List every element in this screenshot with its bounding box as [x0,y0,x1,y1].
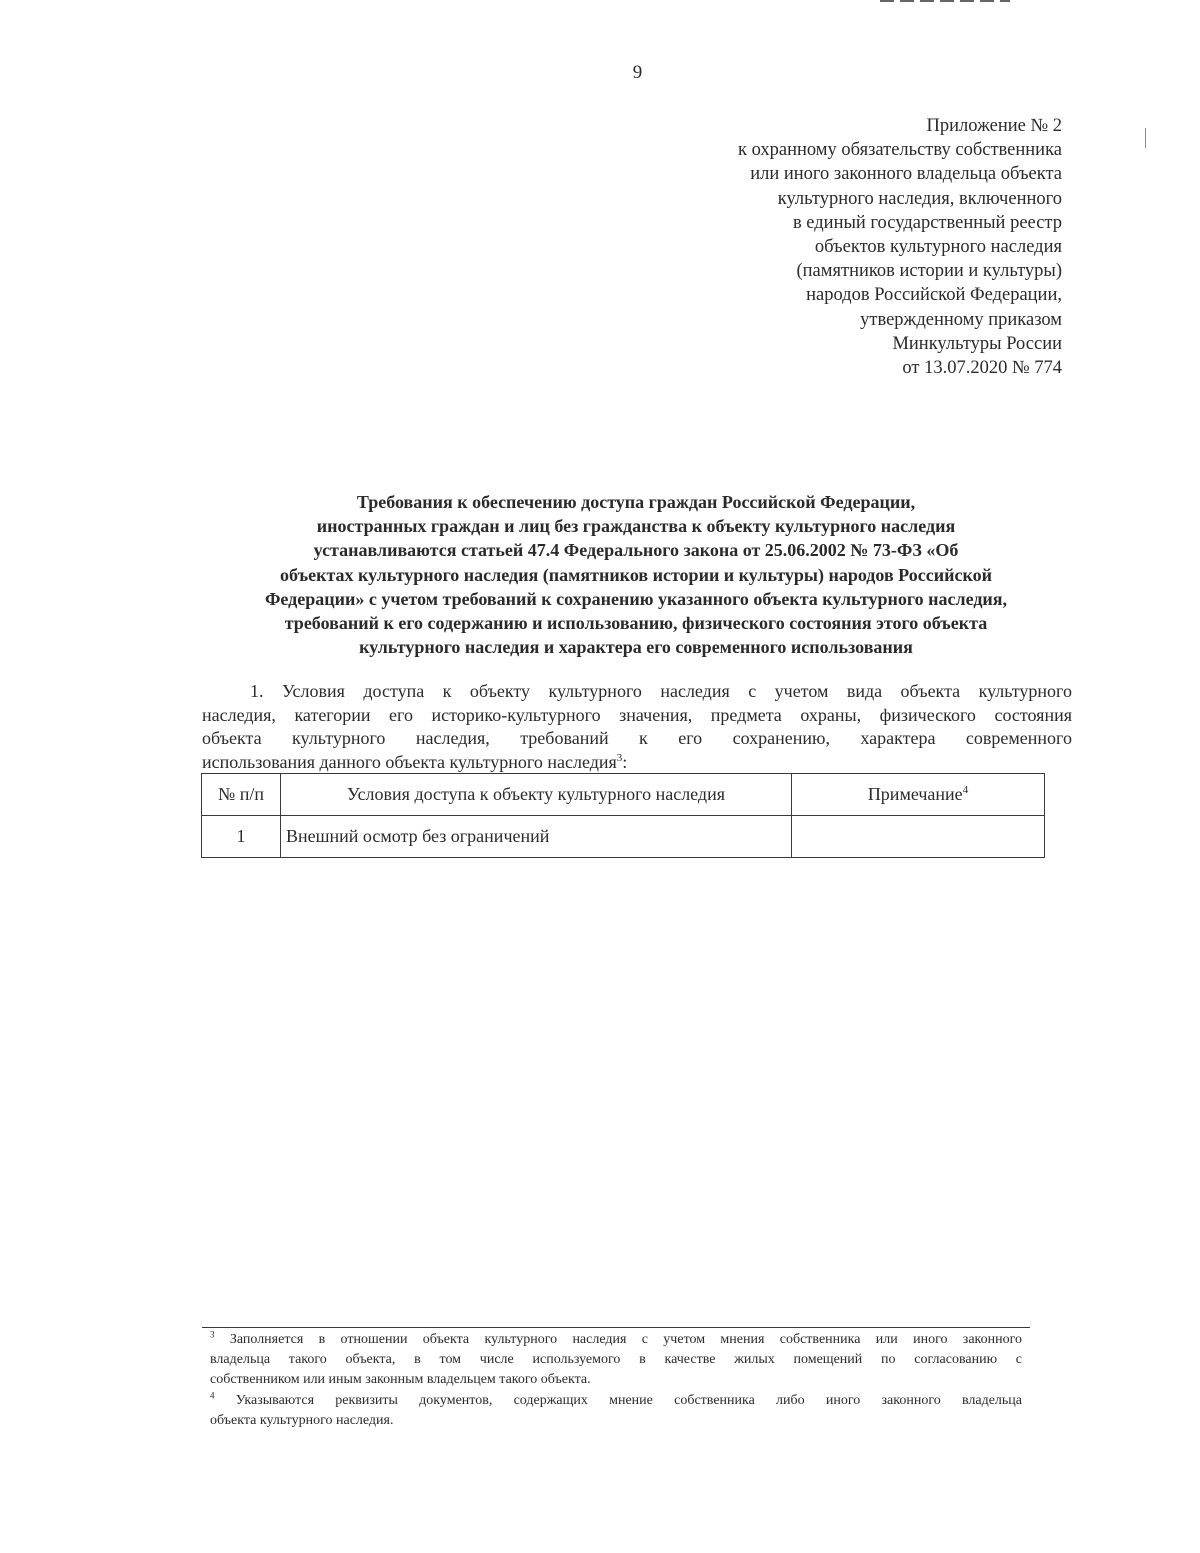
access-conditions-paragraph [202,680,1072,774]
paragraph-line: объекта культурного наследия, требований к его сохранению, характера современного [202,728,1072,749]
heading-line: Федерации» с учетом требований к сохранению указанного объекта культурного наследия, [264,588,1008,609]
footnote-4-line: объекта культурного наследия. [210,1412,394,1428]
annex-line: Приложение № 2 [926,116,1062,136]
header-num: № п/п [202,774,281,816]
annex-line: народов Российской Федерации, [806,285,1062,306]
footnote-4-mark: 4 [210,1389,215,1400]
paragraph-line: 1. Условия доступа к объекту культурного наследия с учетом вида объекта культурного [250,681,1072,701]
footnote-ref-4[interactable]: 4 [962,784,969,796]
footnote-ref-3[interactable]: 3 [616,751,623,764]
annex-line: (памятников истории и культуры) [796,261,1062,282]
heading-line: требований к его содержанию и использованию, физического состояния этого объекта [284,613,988,634]
footnote-3-line [210,1330,1022,1350]
page-number: 9 [632,62,643,83]
footnote-4-line [210,1391,1022,1411]
scan-artifact-side [1145,128,1146,148]
paragraph-line-text: использования данного объекта культурного наследия [202,751,617,772]
footnote-3-text: Заполняется в отношении объекта культурного наследия с учетом мнения собственника или иного законного [229,1332,1023,1347]
footnote-3-line: собственником или иным законным владельцем такого объекта. [210,1372,591,1388]
heading-line: культурного наследия и характера его современного использования [359,637,913,658]
header-note-label: Примечание [867,784,963,804]
heading-line: Требования к обеспечению доступа граждан Российской Федерации, [356,492,916,512]
access-conditions-table [201,773,1045,858]
annex-line: Минкультуры России [892,333,1062,354]
table-row [202,816,1045,858]
annex-line: культурного наследия, включенного [777,188,1062,209]
footnote-3-line: владельца такого объекта, в том числе используемого в качестве жилых помещений по согласованию с [210,1352,1022,1368]
cell-condition: Внешний осмотр без ограничений [281,816,792,858]
heading-line: иностранных граждан и лиц без гражданства к объекту культурного наследия [316,516,956,537]
annex-line: к охранному обязательству собственника [737,140,1062,161]
paragraph-line: наследия, категории его историко-культурного значения, предмета охраны, физического состояния [202,704,1072,725]
annex-line: утвержденному приказом [860,309,1062,330]
footnote-4-text: Указываются реквизиты документов, содержащих мнение собственника либо иного законного владельца [235,1392,1023,1408]
heading-line: устанавливаются статьей 47.4 Федерального закона от 25.06.2002 № 73-ФЗ «Об [313,540,959,561]
cell-note [792,816,1045,858]
footnotes [210,1330,1022,1431]
annex-line: в единый государственный реестр [792,212,1062,233]
header-note [792,774,1045,816]
header-condition: Условия доступа к объекту культурного наследия [281,774,792,816]
table-header-row [202,774,1045,816]
paragraph-end: : [622,751,628,772]
footnote-divider [202,1327,1030,1328]
annex-line: от 13.07.2020 № 774 [902,358,1062,379]
annex-line: или иного законного владельца объекта [750,164,1062,185]
paragraph-line-last [202,751,1072,775]
scan-artifact-top [880,0,1010,2]
heading-line: объектах культурного наследия (памятников истории и культуры) народов Российской [280,564,992,585]
annex-header [642,114,1062,380]
document-heading [200,490,1072,659]
footnote-3-mark: 3 [210,1329,215,1340]
cell-num: 1 [202,816,281,858]
annex-line: объектов культурного наследия [814,237,1062,258]
